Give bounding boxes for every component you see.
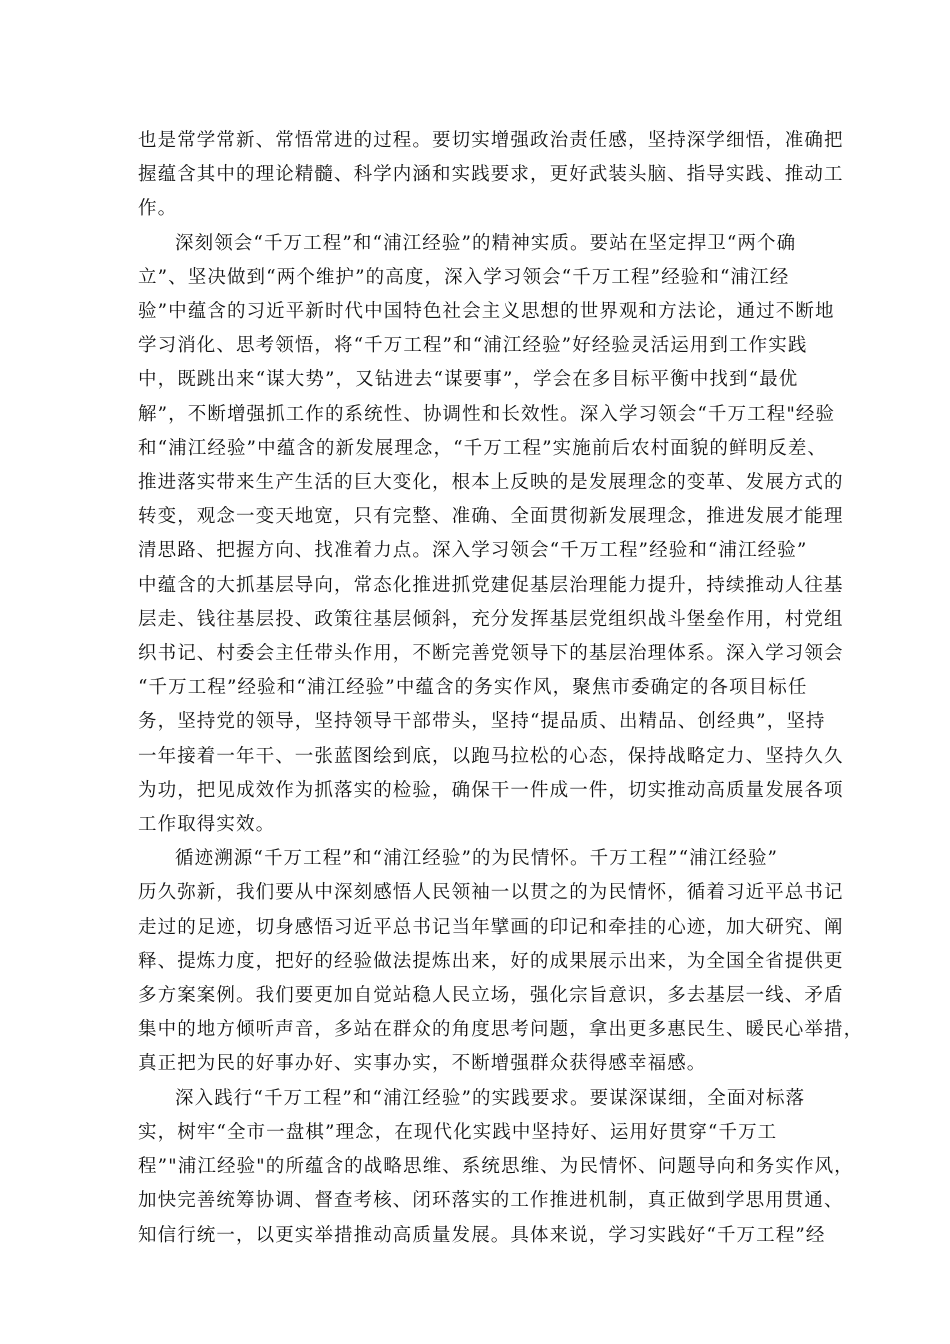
paragraph-1 xyxy=(138,124,854,227)
text-line: 转变，观念一变天地宽，只有完整、准确、全面贯彻新发展理念，推进发展才能理 xyxy=(138,506,844,528)
text-line: 和“浦江经验”中蕴含的新发展理念，“千万工程”实施前后农村面貌的鲜明反差、 xyxy=(138,437,828,459)
text-line: 加快完善统筹协调、督查考核、闭环落实的工作推进机制，真正做到学思用贯通、 xyxy=(138,1190,844,1212)
text-line: 集中的地方倾听声音，多站在群众的角度思考问题，拿出更多惠民生、暖民心举措， xyxy=(138,1019,864,1041)
text-line: 走过的足迹，切身感悟习近平总书记当年擘画的印记和牵挂的心迹，加大研究、阐 xyxy=(138,916,844,938)
text-line: 验”中蕴含的习近平新时代中国特色社会主义思想的世界观和方法论，通过不断地 xyxy=(138,301,835,323)
text-line: 握蕴含其中的理论精髓、科学内涵和实践要求，更好武装头脑、指导实践、推动工 xyxy=(138,164,844,186)
text-line: 工作取得实效。 xyxy=(138,814,276,836)
text-line: 多方案案例。我们要更加自觉站稳人民立场，强化宗旨意识，多去基层一线、矛盾 xyxy=(138,985,844,1007)
text-line: 解”，不断增强抓工作的系统性、协调性和长效性。深入学习领会“千万工程"经验 xyxy=(138,403,836,425)
text-line: 务，坚持党的领导，坚持领导干部带头，坚持“提品质、出精品、创经典”，坚持 xyxy=(138,711,826,733)
text-line: 循迹溯源“千万工程”和“浦江经验”的为民情怀。千万工程”“浦江经验” xyxy=(175,848,779,870)
text-line: 中，既跳出来“谋大势”，又钻进去“谋要事”，学会在多目标平衡中找到“最优 xyxy=(138,369,799,391)
text-line: 层走、钱往基层投、政策往基层倾斜，充分发挥基层党组织战斗堡垒作用，村党组 xyxy=(138,608,844,630)
text-line: 历久弥新，我们要从中深刻感悟人民领袖一以贯之的为民情怀，循着习近平总书记 xyxy=(138,882,844,904)
text-line: 知信行统一，以更实举措推动高质量发展。具体来说，学习实践好“千万工程”经 xyxy=(138,1224,826,1246)
text-line: 释、提炼力度，把好的经验做法提炼出来，好的成果展示出来，为全国全省提供更 xyxy=(138,950,844,972)
text-line: 深入践行“千万工程”和“浦江经验”的实践要求。要谋深谋细，全面对标落 xyxy=(175,1087,806,1109)
paragraph-3 xyxy=(138,842,864,1081)
text-line: 织书记、村委会主任带头作用，不断完善党领导下的基层治理体系。深入学习领会 xyxy=(138,643,844,665)
text-line: 也是常学常新、常悟常进的过程。要切实增强政治责任感，坚持深学细悟，准确把 xyxy=(138,130,844,151)
text-line: 清思路、把握方向、找准着力点。深入学习领会“千万工程”经验和“浦江经验” xyxy=(138,540,808,562)
paragraph-4 xyxy=(138,1082,854,1253)
paragraph-2 xyxy=(138,227,854,843)
text-line: 学习消化、思考领悟，将“千万工程”和“浦江经验”好经验灵活运用到工作实践 xyxy=(138,335,808,357)
text-line: 为功，把见成效作为抓落实的检验，确保干一件成一件，切实推动高质量发展各项 xyxy=(138,779,844,801)
text-line: 程”"浦江经验"的所蕴含的战略思维、系统思维、为民情怀、问题导向和务实作风， xyxy=(138,1156,854,1178)
text-line: 真正把为民的好事办好、实事办实，不断增强群众获得感幸福感。 xyxy=(138,1053,707,1075)
text-line: 立”、坚决做到“两个维护”的高度，深入学习领会“千万工程”经验和“浦江经 xyxy=(138,266,790,288)
document-page xyxy=(138,124,864,1253)
text-line: 深刻领会“千万工程”和“浦江经验”的精神实质。要站在坚定捍卫“两个确 xyxy=(175,232,797,254)
text-line: 中蕴含的大抓基层导向，常态化推进抓党建促基层治理能力提升，持续推动人往基 xyxy=(138,574,844,596)
text-line: 实，树牢“全市一盘棋”理念，在现代化实践中坚持好、运用好贯穿“千万工 xyxy=(138,1121,778,1143)
text-line: 一年接着一年干、一张蓝图绘到底，以跑马拉松的心态，保持战略定力、坚持久久 xyxy=(138,745,844,767)
text-line: “千万工程”经验和“浦江经验”中蕴含的务实作风，聚焦市委确定的各项目标任 xyxy=(138,677,808,699)
text-line: 作。 xyxy=(138,198,178,220)
text-line: 推进落实带来生产生活的巨大变化，根本上反映的是发展理念的变革、发展方式的 xyxy=(138,472,844,494)
